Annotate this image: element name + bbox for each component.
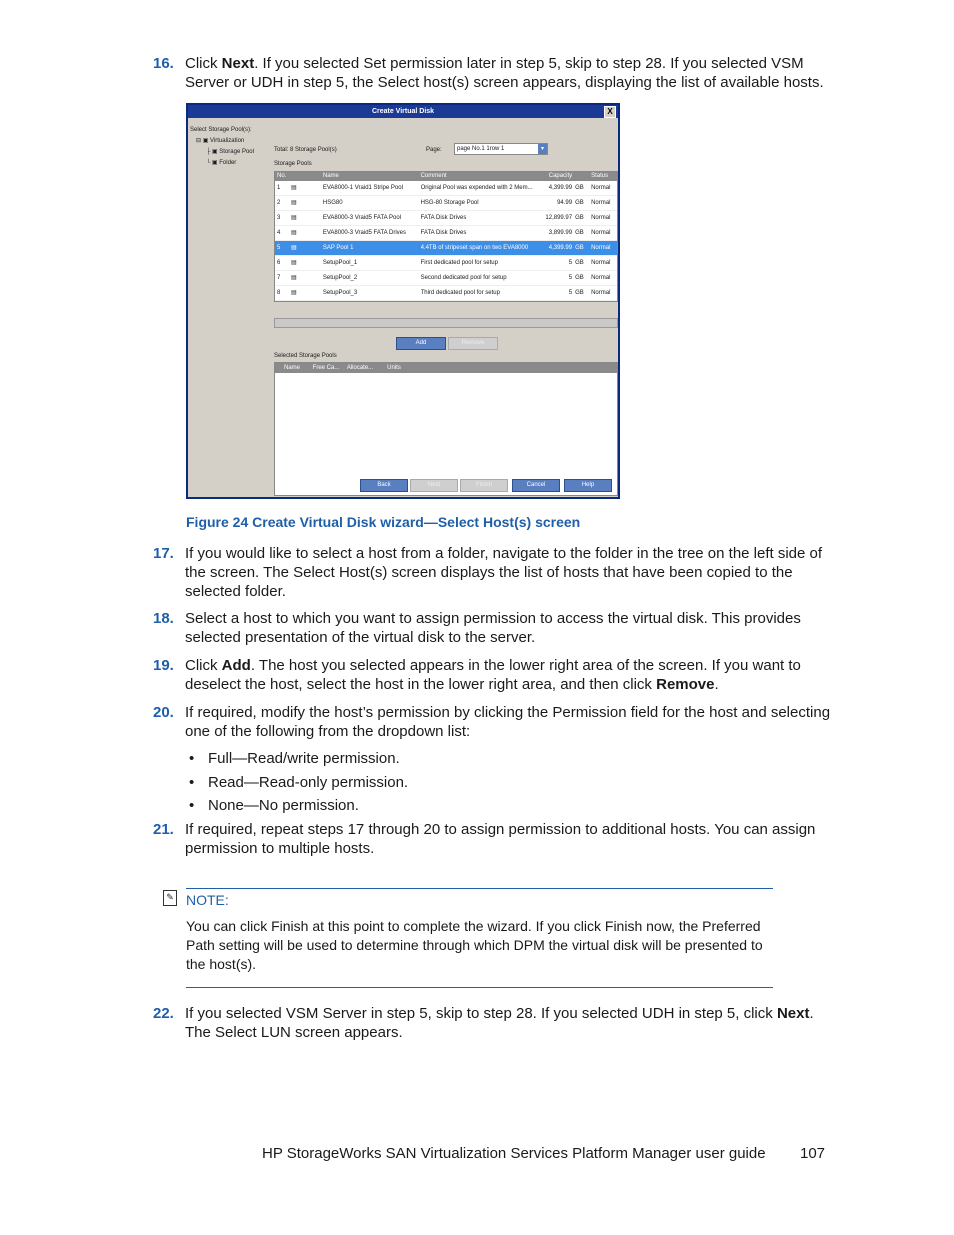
table-row[interactable] <box>275 181 617 196</box>
pool-icon: ▤ <box>290 290 297 296</box>
table-cell: Normal <box>591 275 611 281</box>
create-virtual-disk-dialog <box>186 103 620 499</box>
next-button[interactable]: Next <box>410 479 458 492</box>
table-cell: EVA8000-3 Vraid5 FATA Pool <box>322 215 402 221</box>
pool-tree <box>190 125 264 169</box>
step-number: 21. <box>153 821 174 838</box>
table-cell: GB <box>575 215 584 221</box>
table-cell: Normal <box>591 230 611 236</box>
step-text-bold: Next <box>221 55 255 72</box>
note-divider-top <box>186 888 773 889</box>
table-cell: GB <box>575 260 584 266</box>
step-17 <box>153 544 833 601</box>
table-cell: 3 <box>277 215 281 221</box>
table-cell: Normal <box>591 245 611 251</box>
table-cell: 4 <box>277 230 281 236</box>
step-19: 19. Click Add. The host you selected appears in the lower right area of the screen. If you want to deselect the host, select the host in the lower right area, and then click Remove. <box>153 657 801 693</box>
note-heading: NOTE: <box>186 892 229 908</box>
table-cell: EVA8000-1 Vraid1 Stripe Pool <box>322 185 403 191</box>
table-cell: 12,899.97 <box>545 215 573 221</box>
bullet-item: • None—No permission. <box>189 797 359 814</box>
step-20 <box>153 703 833 741</box>
table-row[interactable] <box>275 241 617 256</box>
table-cell: Normal <box>591 200 611 206</box>
pool-icon: ▤ <box>290 215 297 221</box>
step-21 <box>153 820 833 858</box>
table-cell: Normal <box>591 260 611 266</box>
step-text: If required, repeat steps 17 through 20 to assign permission to additional hosts. You can assign permission to multiple hosts. <box>185 821 816 857</box>
figure-caption: Figure 24 Create Virtual Disk wizard—Select Host(s) screen <box>186 514 581 530</box>
table-cell: 5 <box>568 290 573 296</box>
table-cell: 7 <box>277 275 281 281</box>
table-cell: GB <box>575 200 584 206</box>
tree-item-storage-pool[interactable]: ├ ▣ Storage Pool <box>206 149 254 155</box>
step-text: . If you selected Set permission later in step 5, skip to step 28. If you selected VSM Server or UDH in step 5, the Select host(s) screen appears, displaying the list of available hosts. <box>185 55 824 91</box>
table-cell: First dedicated pool for setup <box>420 260 498 266</box>
table-cell: GB <box>575 185 584 191</box>
step-16 <box>153 54 833 92</box>
back-button[interactable]: Back <box>360 479 408 492</box>
step-18 <box>153 609 833 647</box>
table-header: No. Name Comment Capacity Status <box>275 172 617 181</box>
table-cell: 2 <box>277 200 281 206</box>
step-text: If you would like to select a host from a folder, navigate to the folder in the tree on the left side of the screen. The Select Host(s) screen displays the list of hosts that have been copied to the selected folder. <box>185 545 823 600</box>
note-divider-bottom <box>186 987 773 988</box>
storage-pools-label: Storage Pools <box>274 161 312 167</box>
tree-label: Select Storage Pool(s): <box>190 127 252 133</box>
footer-title: HP StorageWorks SAN Virtualization Services Platform Manager user guide <box>262 1145 766 1162</box>
step-text: If required, modify the host’s permission by clicking the Permission field for the host and selecting one of the following from the dropdown list: <box>185 704 831 740</box>
table-cell: Normal <box>591 185 611 191</box>
table-cell: 5 <box>277 245 281 251</box>
table-cell: Original Pool was expended with 2 Mem... <box>420 185 533 191</box>
add-button[interactable]: Add <box>396 337 446 350</box>
table-cell: 4.4TB of stripeset span on two EVA8000 <box>420 245 529 251</box>
pool-icon: ▤ <box>290 275 297 281</box>
pool-icon: ▤ <box>290 245 297 251</box>
table-row[interactable] <box>275 271 617 286</box>
table-row[interactable] <box>275 256 617 271</box>
table-cell: 3,899.99 <box>548 230 573 236</box>
note-body: You can click Finish at this point to complete the wizard. If you click Finish now, the Preferred Path setting will be used to determine through which DPM the virtual disk will be presented to the host(s). <box>186 918 763 972</box>
cancel-button[interactable]: Cancel <box>512 479 560 492</box>
dialog-title: Create Virtual Disk <box>371 108 435 115</box>
table-cell: Normal <box>591 290 611 296</box>
step-text: Select a host to which you want to assign permission to access the virtual disk. This provides selected presentation of the virtual disk to the server. <box>185 610 801 646</box>
table-cell: HSG80 <box>322 200 343 206</box>
finish-button[interactable]: Finish <box>460 479 508 492</box>
table-cell: FATA Disk Drives <box>420 230 467 236</box>
page-number: 107 <box>800 1145 826 1162</box>
tree-item-folder[interactable]: └ ▣ Folder <box>206 160 237 166</box>
step-number: 22. <box>153 1005 174 1022</box>
selected-pools-table: Name Free Ca... Allocate... Units <box>274 362 618 496</box>
pool-icon: ▤ <box>290 260 297 266</box>
table-row[interactable] <box>275 196 617 211</box>
horizontal-scrollbar[interactable] <box>274 318 618 328</box>
table-cell: HSG-80 Storage Pool <box>420 200 479 206</box>
step-number: 16. <box>153 55 174 72</box>
table-cell: SAP Pool 1 <box>322 245 354 251</box>
dialog-title-bar <box>188 105 618 118</box>
step-number: 18. <box>153 610 174 627</box>
table-cell: SetupPool_3 <box>322 290 358 296</box>
pool-icon: ▤ <box>290 185 297 191</box>
table-cell: 94.99 <box>557 200 573 206</box>
tree-item-virtualization[interactable]: ⊟ ▣ Virtualization <box>196 138 245 144</box>
table-cell: SetupPool_2 <box>322 275 358 281</box>
pool-icon: ▤ <box>290 200 297 206</box>
page-label: Page: <box>426 147 442 153</box>
table-row[interactable] <box>275 286 617 301</box>
pool-icon: ▤ <box>290 230 297 236</box>
bullet-item: • Full—Read/write permission. <box>189 750 400 767</box>
table-cell: GB <box>575 230 584 236</box>
table-cell: 5 <box>568 260 573 266</box>
step-22: 22. If you selected VSM Server in step 5, skip to step 28. If you selected UDH in step 5, click Next. The Select LUN screen appears. <box>153 1005 814 1041</box>
table-cell: 5 <box>568 275 573 281</box>
close-icon[interactable]: X <box>604 106 616 118</box>
table-cell: EVA8000-3 Vraid5 FATA Drives <box>322 230 407 236</box>
table-row[interactable] <box>275 211 617 226</box>
step-number: 20. <box>153 704 174 721</box>
table-cell: 1 <box>277 185 281 191</box>
chevron-down-icon: ▾ <box>538 144 547 154</box>
selected-pools-label: Selected Storage Pools <box>274 353 337 359</box>
table-cell: GB <box>575 245 584 251</box>
table-cell: 6 <box>277 260 281 266</box>
step-number: 17. <box>153 545 174 562</box>
table-cell: GB <box>575 275 584 281</box>
table-cell: 8 <box>277 290 281 296</box>
table-cell: SetupPool_1 <box>322 260 358 266</box>
table-cell: Second dedicated pool for setup <box>420 275 507 281</box>
table-row[interactable] <box>275 226 617 241</box>
note-icon: ✎ <box>163 890 177 906</box>
storage-pool-table <box>274 171 618 302</box>
page-select[interactable]: page No.1 1row 1 ▾ <box>454 143 548 155</box>
step-number: 19. <box>153 657 174 674</box>
table-cell: 4,399.99 <box>548 245 573 251</box>
help-button[interactable]: Help <box>564 479 612 492</box>
table-cell: Normal <box>591 215 611 221</box>
pool-panel <box>270 127 614 467</box>
bullet-item: • Read—Read-only permission. <box>189 774 409 791</box>
table-cell: 4,399.99 <box>548 185 573 191</box>
remove-button[interactable]: Remove <box>448 337 498 350</box>
step-text: Click <box>185 55 222 72</box>
table-cell: FATA Disk Drives <box>420 215 467 221</box>
table-cell: Third dedicated pool for setup <box>420 290 500 296</box>
table-cell: GB <box>575 290 584 296</box>
total-count: Total: 8 Storage Pool(s) <box>274 147 337 153</box>
